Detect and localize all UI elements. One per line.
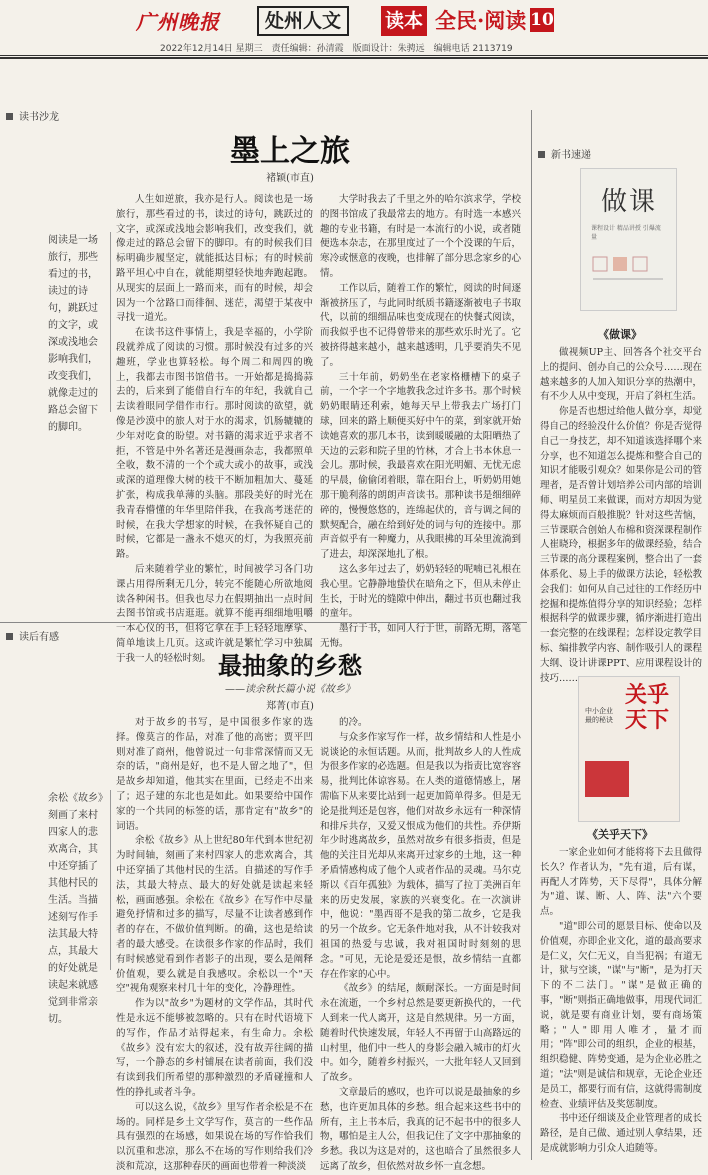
- paragraph: 与众多作家写作一样，故乡情结和人性是小说谈论的永恒话题。从而，批判故乡人的人性成为很多作家的必选题。但是我以为指责比宽容容易，批判比体谅容易。在人类的道德情感上，屠需临下从来要比站到一起更加简单得多。但是无论是批判还是包容，他们对故乡永远有一种深情和排斥共存，又爱又恨成为他们的共性。乔伊斯年少时逃离故乡，虽然对故乡有很多指责，但是他的关注目光却从来离开过家乡的土地，这一种矛盾情感构成了他个人或者作品的灵魂。马尔克斯以《百年孤独》为载体，描写了拉丁美洲百年来的历史发展，家族的兴衰变化。在一次演讲中，他说："墨西哥不是我的第二故乡，它是我的另一个故乡。它无条件地对我，从不计较我对祖国的热爱与忠诚，我对祖国时时刻刻的思念。"可见，无论是爱还是恨，故乡情结一直都存在作家的心中。: [320, 731, 521, 980]
- square-icon: [538, 151, 545, 158]
- article-column-2: [320, 193, 521, 649]
- section-label-salon: 读书沙龙: [6, 108, 59, 123]
- article-column-1: [116, 193, 313, 664]
- book-cover-zuoke: [580, 168, 677, 311]
- section-tag: 读本: [381, 6, 427, 36]
- section-label-review: 读后有感: [6, 628, 59, 643]
- article-byline: 褚颖(市直): [266, 173, 314, 184]
- paragraph: 对于故乡的书写，是中国很多作家的选择。像莫言的作品，对准了他的高密；贾平凹则对准了商州，他曾说过一句非常深情而又无奈的话，"商州是好，也不是人留之地了"，但是故乡却知道，他其实在里面，已经走不出来了；迟子建的东北也是如此。如果要给中国作家的一个共同的标签的话，那肯定有"故乡"的词语。: [116, 717, 313, 832]
- square-icon: [6, 113, 13, 120]
- section-label-newbooks: 新书速递: [538, 146, 591, 161]
- square-icon: [6, 633, 13, 640]
- paragraph: 工作以后，随着工作的繁忙，阅读的时间逐渐被挤压了，与此同时纸质书籍逐渐被电子书取代，以前的细细品味也变成现在的快餐式阅读，而我似乎也不记得曾带来的那些欢乐时光了。它被挤得越来越小，越来越透明，几乎要消失不见了。: [320, 282, 521, 368]
- header-rule: [0, 55, 708, 56]
- paragraph: 一家企业如何才能将将下去且做得长久？作者认为，"先有道，后有谋，再配人才阵势，天下尽得"，具体分解为"道、谋、断、人、阵、法"六个要点。: [540, 847, 702, 918]
- header-rule-thick: [0, 57, 708, 59]
- paragraph: "道"即公司的愿景目标、使命以及价值观，亦即企业文化，道的最高要求是仁义，欠仁无义，自当犯祸；有道无计，狱与空谈，"谋"与"断"，是为打天下的不二法门。"谋"是做正确的事，"断"则指正确地做事，用现代词汇说，就是要有商业计划，要有商场策略；"人"即用人唯才，量才而用；"阵"即公司的组织，企业的根基，组织稳健、阵势变通，是为企业必胜之道；"法"则是诚信和规章，无论企业还是员工，都要行而有信，这就得需制度检查、业绩评估及奖惩制度。: [540, 920, 702, 1110]
- paragraph: 你是否也想过给他人做分享，却觉得自己的经验没什么价值？你是否觉得自己一身技艺，却不知道该选择哪个来分享，也不知道怎么提炼和整合自己的知识才能吸引观众？如果你是公司的管理者，是否曾计划培养公司内部的培训师、明星员工来做课，而对方却因为觉得太麻烦而百般推脱？针对这些苦恼，三节课联合创始人布棉和资深课程制作人崔晓玲，根据多年的做课经验，结合三节课的高分课程案例，整合出了一套体系化、易上手的做课方法论，轻松教会我们：如何从自己过往的工作经历中挖掘和提炼值得分享的知识经验；怎样根据科学的做课步骤，循序渐进打造出一套完整的在线课程；怎样设定教学目标、编排教学内容、制作吸引人的课程大纲、设计讲课PPT、应用课程设计的技巧……: [540, 406, 702, 684]
- newspaper-logo: 广州晚报: [136, 10, 220, 34]
- paragraph: 作为以"故乡"为题材的文学作品，其时代性是永远不能够被忽略的。只有在时代语境下的写作，作品才站得起来，有生命力。余松《故乡》没有宏大的叙述，没有故弄往阔的描写，一个静态的乡村铺展在读者前面，我们没有读到我们所希望的那种激烈的矛盾碰撞和人性的挣扎或者斗争。: [116, 998, 313, 1098]
- page-number: 10: [530, 10, 554, 30]
- article-title: 最抽象的乡愁: [218, 652, 362, 680]
- book-review-1: [540, 346, 702, 684]
- article-column-1: [116, 716, 313, 1172]
- article-byline: 郑菁(市直): [266, 701, 314, 712]
- paragraph: 做视频UP主、回答各个社交平台上的提问、创办自己的公众号……现在越来越多的人加入知识分享的热潮中，有不少人从中变现，开启了斜杠生活。: [540, 347, 702, 403]
- cover-decoration: [591, 247, 666, 285]
- masthead: [0, 0, 708, 44]
- cover-title: 关乎天下: [625, 683, 670, 733]
- paragraph: 可以这么说，《故乡》里写作者余松是不在场的。同样是乡土文学写作，莫言的一些作品具有强烈的在场感，如果说在场的写作恰我们以沉重和悲凉，那么不在场的写作则给我们冷淡和荒凉，这那种春厌的画面也带着一种淡淡: [116, 1101, 313, 1172]
- paragraph: 三十年前，奶奶坐在老家格栅槽下的桌子前，一个字一个字地教我念过许多书。那个时候奶奶眼睛还利索，她每天早上带我去广场打门球，回来的路上顺便买好中午的菜，到家就开始读她喜欢的那几本书，读到暖暖融的太阳晒热了天边的云彩和院子里的竹林，才合上书本休息一会儿。那时候，我最喜欢在阳光明媚、无忧无虑的早晨，偷偷闭着眼，靠在阳台上，听奶奶用她那干脆利落的朗朗声音读书。那种读书是细细碎碎的，慢慢悠悠的，连绵起伏的，音与调之间的默契配合，融在给到好处的词与句的连接中。那声音似乎有一种魔力，从我眼拂的耳朵里流淌到了进去，却深深地扎了根。: [320, 371, 521, 561]
- book-caption: 《做课》: [598, 328, 642, 341]
- paragraph: 文章最后的感叹，也许可以说是最抽象的乡愁，也许更加具体的乡愁。组合起来这些书中的所有，主上书本后，我真的记不起书中的很多人物，哪怕是主人公，但我记住了文字中那抽象的乡愁。我以为这是对的，这也暗合了虽然很多人远离了故乡，但依然对故乡怀一直念想。: [320, 1086, 521, 1172]
- article-sidenote: 余松《故乡》刻画了来村四家人的悲欢离合，其中还穿插了其他村民的生活。当描述刻写作手法其最大特点，其最大的好处就是读起来就感觉到非常亲切。: [48, 790, 111, 970]
- paragraph: 余松《故乡》从上世纪80年代到本世纪初为时间轴，刻画了来村四家人的悲欢离合，其中还穿插了其他村民的生活。自描述的写作手法，其最大特点、最大的好处就是读起来轻松，画面感强。余松在《故乡》在写作中尽量避免抒情和过多的描写，尽量不让读者感到作者的存在，不做价值判断。的确，这也是给读者的最大感受。在读很多作家的作品时，我们有时候感觉看到作者影子的出现，要么是阐释价值观，要么就是自我感叹。余松以一个"天空"视角观察来村几十年的变化，冷静理性。: [116, 835, 313, 995]
- article-divider: [0, 622, 527, 623]
- book-review-2: [540, 846, 702, 1158]
- cover-block: [585, 761, 629, 797]
- cover-pattern-icon: [591, 247, 666, 285]
- paragraph: 书中还仔细谈及企业管理者的成长路径，是自己做、通过别人拿结果，还是成就影响力引众人追随等。: [540, 1113, 702, 1154]
- paragraph: 《故乡》的结尾，颇耐深长。一方面是时间永在流逝，一个乡村总然是要更新换代的，一代人到来一代人离开，这是自然规律。另一方面，随着时代快速发展，年轻人不再留于山高路远的山村里，他们中一些人的身影会融入城市的灯火中。如今，随着乡村振兴，一大批年轻人又回到了故乡。: [320, 983, 521, 1084]
- issue-info: 2022年12月14日 星期三 责任编辑：孙清霞 版面设计：朱骋远 编辑电话 2113719: [160, 44, 513, 54]
- cover-title: 做课: [601, 187, 658, 217]
- article-subtitle: ——读余秋长篇小说《故乡》: [225, 684, 355, 695]
- paragraph: 大学时我去了千里之外的哈尔滨求学，学校的图书馆成了我最常去的地方。有时选一本感兴趣的专业书籍，有时是一本流行的小说，或者随便选本杂志，在那里度过了一个个没课的午后，寒冷或惬意的夜晚，也排解了部分思念家乡的心情。: [320, 194, 521, 279]
- cover-subtitle: 中小企业最的秘诀: [585, 707, 613, 724]
- paragraph: 这么多年过去了，奶奶轻轻的呢喃已礼根在我心里。它静静地蛰伏在暗角之下，但从未停止生长，于时光的缝隙中伸出，翻过书页也翻过我的童年。: [320, 563, 521, 620]
- column-divider: [531, 110, 532, 1160]
- article-sidenote: 阅读是一场旅行，那些看过的书，读过的诗句，跳跃过的文字，或深或浅地会影响我们，改变我们，就像走过的路总会留下的脚印。: [48, 232, 111, 412]
- section-name: 处州人文: [257, 6, 349, 36]
- book-cover-guanhu: [578, 676, 680, 822]
- paragraph: 后来随着学业的繁忙，时间被学习各门功课占用得所剩无几分，转完不能随心所欲地阅读各种闲书。但我也尽力在假期抽出一点时间去图书馆或书店逛逛。就算不能再细细地咀嚼一本心仪的书，但将它拿在手上轻轻地摩挲、简单地读上几页。这或许就是繁忙学习中独属于我一人的轻松时刻。: [116, 563, 313, 664]
- article-title: 墨上之旅: [230, 134, 350, 169]
- cover-subtitle: 课程设计 精品讲授 引爆流量: [591, 225, 661, 241]
- article-column-2: [320, 716, 521, 1172]
- paragraph: 人生如逆旅，我亦是行人。阅读也是一场旅行，那些看过的书，读过的诗句，跳跃过的文字，或深或浅地会影响我们，改变我们，就像走过的路总会留下的脚印。有的时候我们目标明确步履坚定，就能抵达目标；有的时候前路平坦心中自在，就能期望轻快地奔跑起跑。从现实的层面上一路而来，而有的时候，却会因为一个岔路口而徘徊、迷茫，渴望于某夜中寻找一道光。: [116, 194, 313, 324]
- paragraph: 在读书这件事情上，我是幸福的，小学阶段就养成了阅读的习惯。那时候没有过多的兴趣班，学业也算轻松。每个周二和周四的晚上，我都去市图书馆借书。一开始都是捣捣蒜去的，后来到了能借自行车的年纪，我就自己去读着眼同学借作市行。那时阅读的欲望，就像是沙漠中的旅人对于水的渴求，饥肠辘辘的少年对吃食的盼望。对书籍的渴求近乎求者不拒，不管是中外名著还是漫画杂志，我都照单全收，数不清的一个个或大或小的故事，或浅或深的道理像大树的枝干不断加粗加大、蔓延扩张，构成我单薄的头脑。那段美好的时光在我青春懵懂的年华里陪伴我，在我高考迷茫的时候，在我大学想家的时候，在我怀疑自己的时候，它都是一盏永不熄灭的灯，为我照亮前路。: [116, 327, 313, 561]
- book-caption: 《关乎天下》: [587, 828, 653, 841]
- paragraph: 的冷。: [339, 717, 368, 728]
- page-title: 全民·阅读: [435, 8, 527, 33]
- paragraph: 墨行于书，如同人行于世，前路无期，落笔无悔。: [320, 623, 521, 649]
